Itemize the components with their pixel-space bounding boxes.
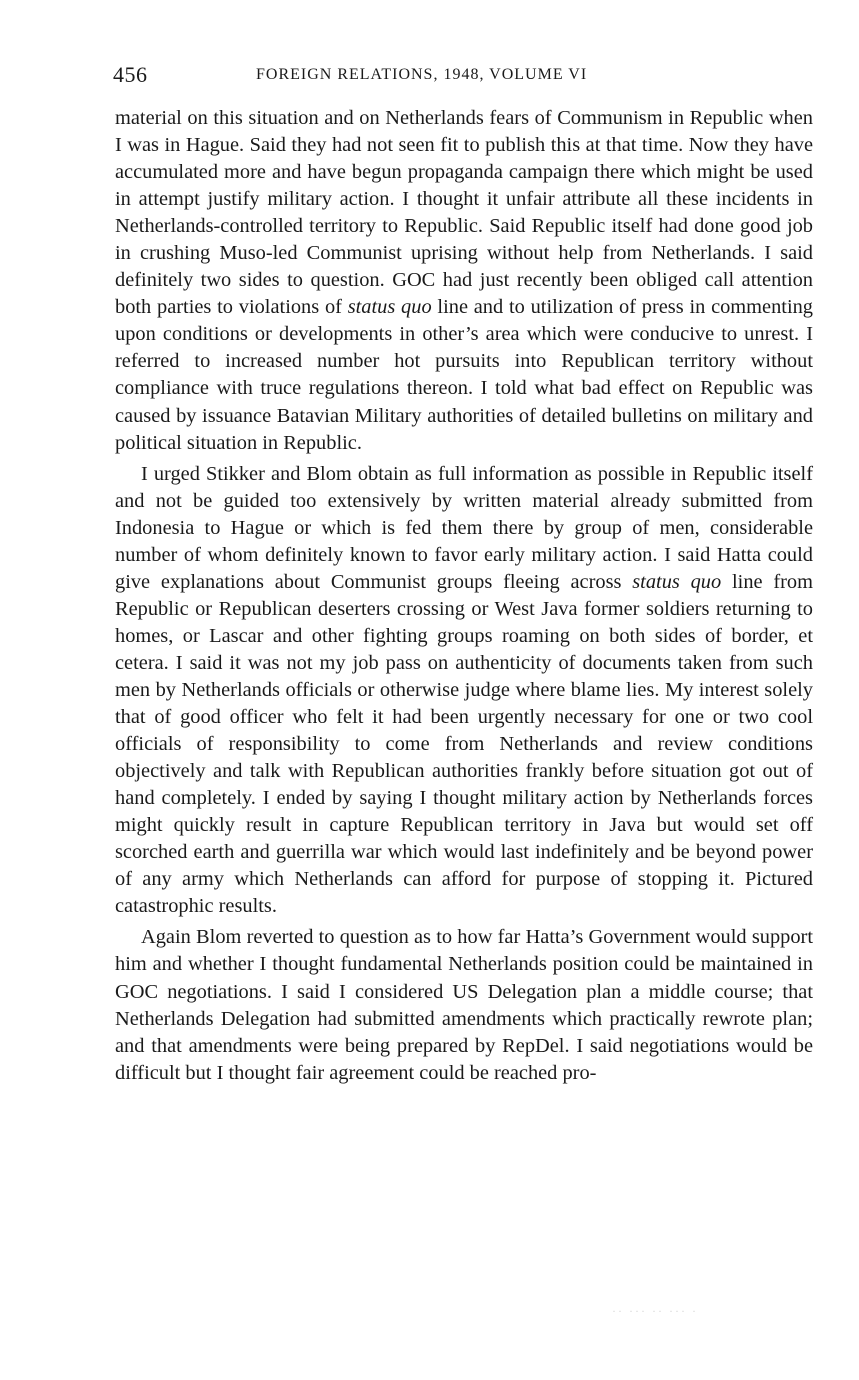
italic-term: status quo (347, 296, 432, 319)
paragraph-text: line from Republic or Republican deserters crossing or West Java former soldiers returning to homes, or Lascar and other fighting groups roaming on both sides of border, et cetera. I said it was not my job pass on authenticity of documents taken from such men by Netherlands officials or otherwise judge where blame lies. My interest solely that of good officer who felt it had been urgently necessary for one or two cool officials of responsibility to come from Netherlands and review conditions objectively and talk with Republican authorities frankly before situation got out of hand completely. I ended by saying I thought military action by Netherlands forces might quickly result in capture Republican territory in Java but would set off scorched earth and guerrilla war which would last indefinitely and be beyond power of any army which Netherlands can afford for purpose of stopping it. Pictured catastrophic results. (115, 570, 813, 918)
italic-term: status quo (632, 570, 722, 593)
paragraph-2 (115, 461, 813, 921)
scan-smudge: ·· ··· ·· ··· · (612, 1304, 698, 1318)
page-number: 456 (113, 62, 148, 87)
page-header (113, 62, 813, 90)
paragraph-text: I urged Stikker and Blom obtain as full information as possible in Republic itself and not be guided too extensively by written material already submitted from Indonesia to Hague or which is fed them there by group of men, considerable number of whom definitely known to favor early military action. I said Hatta could give explanations about Communist groups fleeing across (115, 462, 813, 593)
paragraph-3 (115, 924, 813, 1086)
paragraph-text: Again Blom reverted to question as to how far Hatta’s Government would support him and whether I thought fundamental Netherlands position could be maintained in GOC negotiations. I said I considered US Delegation plan a middle course; that Netherlands Delegation had submitted amendments which practically rewrote plan; and that amendments were being prepared by RepDel. I said negotiations would be difficult but I thought fair agreement could be reached pro- (115, 926, 813, 1084)
paragraph-1 (115, 105, 813, 457)
body-text (115, 105, 813, 1087)
paragraph-text: line and to utilization of press in commenting upon conditions or developments in other’s area which were conducive to unrest. I referred to increased number hot pursuits into Republican territory without compliance with truce regulations thereon. I told what bad effect on Republic was caused by issuance Batavian Military authorities of detailed bulletins on military and political situation in Republic. (115, 296, 813, 454)
running-head: FOREIGN RELATIONS, 1948, VOLUME VI (256, 66, 588, 83)
paragraph-text: material on this situation and on Netherlands fears of Communism in Republic when I was in Hague. Said they had not seen fit to publish this at that time. Now they have accumulated more and have begun propaganda campaign there which might be used in attempt justify military action. I thought it unfair attribute all these incidents in Netherlands-controlled territory to Republic. Said Republic itself had done good job in crushing Muso-led Communist uprising without help from Netherlands. I said definitely two sides to question. GOC had just recently been obliged call attention both parties to violations of (115, 107, 813, 319)
